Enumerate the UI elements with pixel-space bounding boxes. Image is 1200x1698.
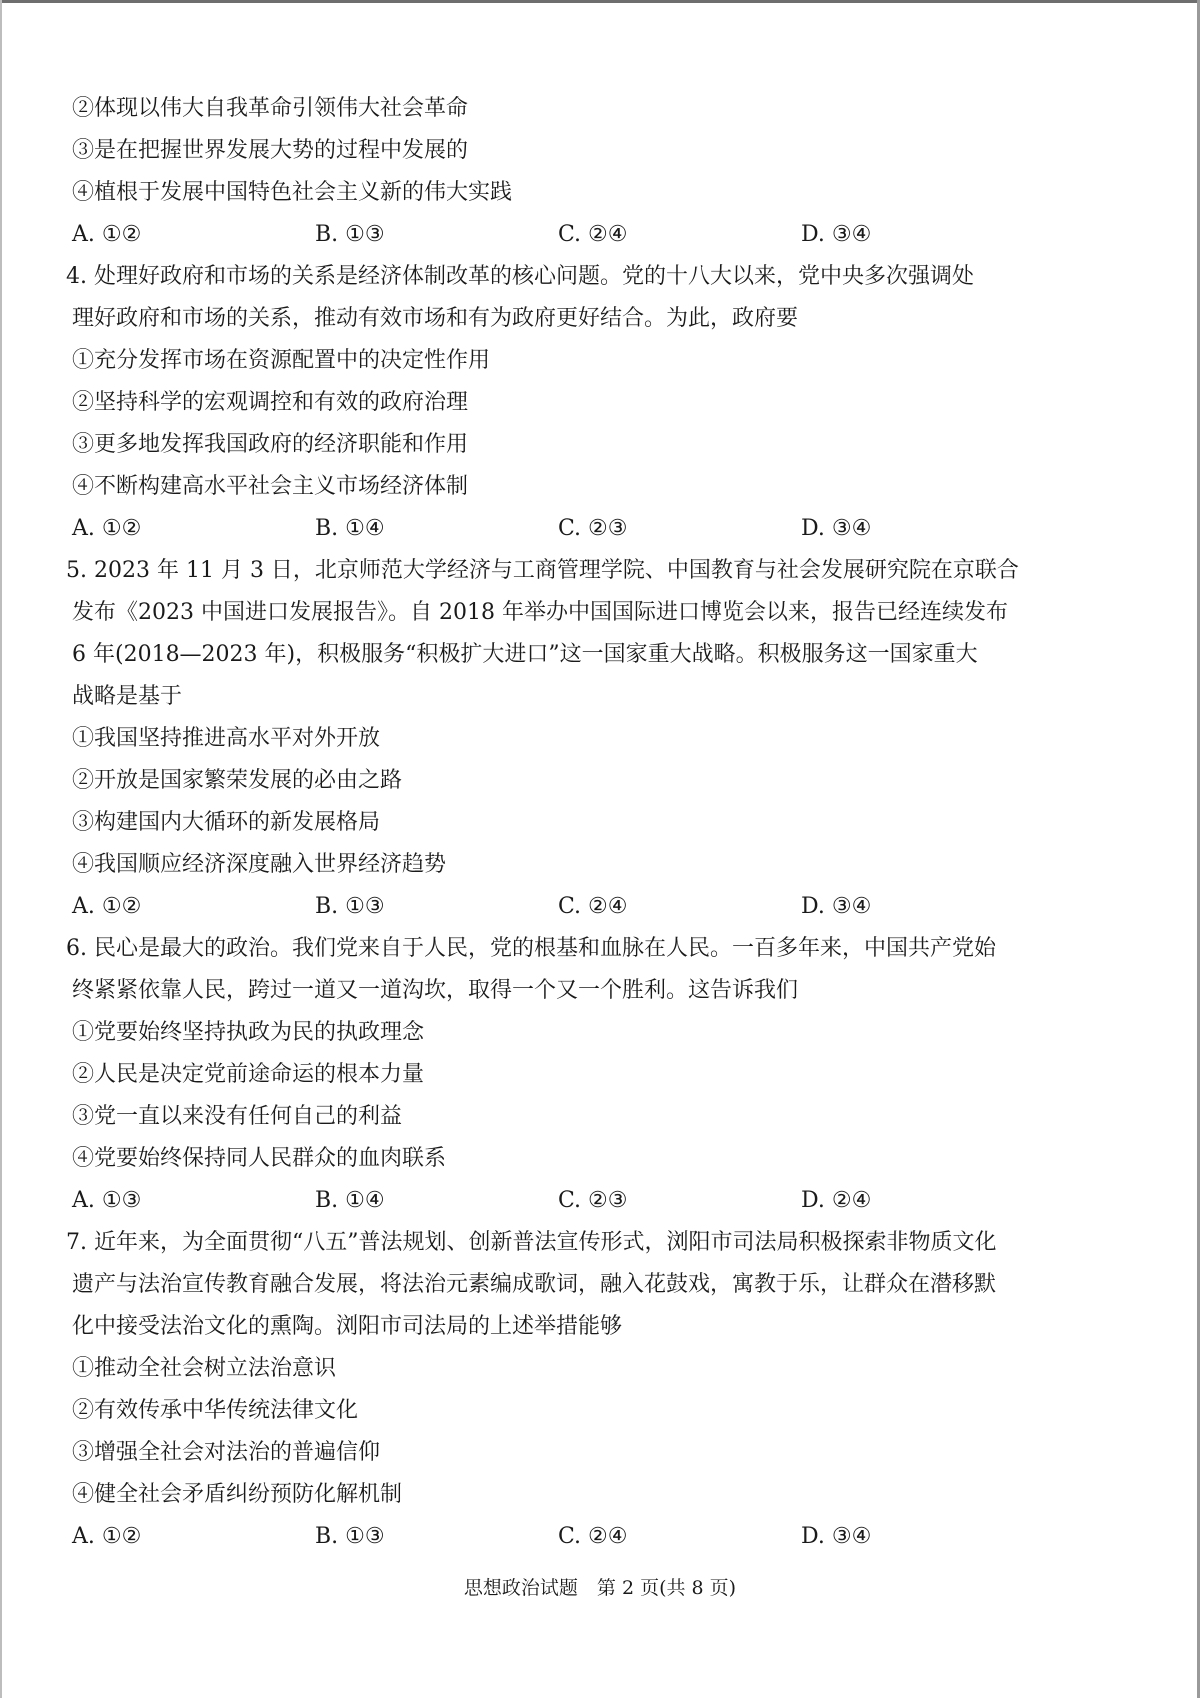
q5-choices xyxy=(66,886,1056,928)
q4-option-3: ③更多地发挥我国政府的经济职能和作用 xyxy=(72,432,469,457)
q4-option-4: ④不断构建高水平社会主义市场经济体制 xyxy=(72,474,469,499)
q5-choice-d: D. ③④ xyxy=(801,894,872,919)
q6-option-3: ③党一直以来没有任何自己的利益 xyxy=(72,1104,403,1129)
q3-option-4: ④植根于发展中国特色社会主义新的伟大实践 xyxy=(72,180,513,205)
q4-stem-line: 理好政府和市场的关系，推动有效市场和有为政府更好结合。为此，政府要 xyxy=(72,306,799,331)
q5-choice-a: A. ①② xyxy=(72,894,142,919)
q5-choice-c: C. ②④ xyxy=(558,894,628,919)
q7-choice-c: C. ②④ xyxy=(558,1524,628,1549)
q7-choice-d: D. ③④ xyxy=(801,1524,872,1549)
q6-option-2: ②人民是决定党前途命运的根本力量 xyxy=(72,1062,425,1087)
q7-choice-a: A. ①② xyxy=(72,1524,142,1549)
q3-choice-c: C. ②④ xyxy=(558,222,628,247)
q4-choice-d: D. ③④ xyxy=(801,516,872,541)
q7-option-2: ②有效传承中华传统法律文化 xyxy=(72,1398,359,1423)
q6-choices xyxy=(66,1180,1056,1222)
question-6 xyxy=(66,928,1056,1222)
q4-choices xyxy=(66,508,1056,550)
q4-option-1: ①充分发挥市场在资源配置中的决定性作用 xyxy=(72,348,491,373)
q5-option-3: ③构建国内大循环的新发展格局 xyxy=(72,810,381,835)
q3-choice-d: D. ③④ xyxy=(801,222,872,247)
q7-stem-line: 遗产与法治宣传教育融合发展，将法治元素编成歌词，融入花鼓戏，寓教于乐，让群众在潜移默 xyxy=(72,1272,997,1297)
q4-choice-a: A. ①② xyxy=(72,516,142,541)
q4-choice-c: C. ②③ xyxy=(558,516,628,541)
question-7 xyxy=(66,1222,1056,1558)
q6-choice-b: B. ①④ xyxy=(315,1188,385,1213)
exam-page xyxy=(66,88,1056,1558)
scan-edge-top xyxy=(0,0,1200,3)
q6-choice-d: D. ②④ xyxy=(801,1188,872,1213)
question-5 xyxy=(66,550,1056,928)
question-3 xyxy=(66,88,1056,256)
q5-option-1: ①我国坚持推进高水平对外开放 xyxy=(72,726,381,751)
q5-stem-line: 发布《2023 中国进口发展报告》。自 2018 年举办中国国际进口博览会以来，报告已经连续发布 xyxy=(72,600,1008,625)
question-4 xyxy=(66,256,1056,550)
q3-choice-b: B. ①③ xyxy=(315,222,385,247)
q7-option-4: ④健全社会矛盾纠纷预防化解机制 xyxy=(72,1482,403,1507)
q4-stem-line: 4. 处理好政府和市场的关系是经济体制改革的核心问题。党的十八大以来，党中央多次强调处 xyxy=(66,264,974,289)
q7-choices xyxy=(66,1516,1056,1558)
page-footer: 思想政治试题 第 2 页(共 8 页) xyxy=(463,1577,737,1599)
q3-option-3: ③是在把握世界发展大势的过程中发展的 xyxy=(72,138,469,163)
q5-option-2: ②开放是国家繁荣发展的必由之路 xyxy=(72,768,403,793)
q5-stem-line: 6 年(2018—2023 年)，积极服务“积极扩大进口”这一国家重大战略。积极服务这一国家重大 xyxy=(72,642,978,667)
q3-choice-a: A. ①② xyxy=(72,222,142,247)
q7-option-3: ③增强全社会对法治的普遍信仰 xyxy=(72,1440,381,1465)
q6-stem-line: 6. 民心是最大的政治。我们党来自于人民，党的根基和血脉在人民。一百多年来，中国共产党始 xyxy=(66,936,996,961)
q7-stem-line: 7. 近年来，为全面贯彻“八五”普法规划、创新普法宣传形式，浏阳市司法局积极探索非物质文化 xyxy=(66,1230,997,1255)
q7-stem-line: 化中接受法治文化的熏陶。浏阳市司法局的上述举措能够 xyxy=(72,1314,623,1339)
scan-edge-left xyxy=(0,0,2,1698)
q5-choice-b: B. ①③ xyxy=(315,894,385,919)
q6-option-1: ①党要始终坚持执政为民的执政理念 xyxy=(72,1020,425,1045)
q6-choice-a: A. ①③ xyxy=(72,1188,142,1213)
q5-option-4: ④我国顺应经济深度融入世界经济趋势 xyxy=(72,852,447,877)
q3-option-2: ②体现以伟大自我革命引领伟大社会革命 xyxy=(72,96,469,121)
q6-choice-c: C. ②③ xyxy=(558,1188,628,1213)
q7-choice-b: B. ①③ xyxy=(315,1524,385,1549)
q4-choice-b: B. ①④ xyxy=(315,516,385,541)
q3-choices xyxy=(66,214,1056,256)
q4-option-2: ②坚持科学的宏观调控和有效的政府治理 xyxy=(72,390,469,415)
q5-stem-line: 战略是基于 xyxy=(72,684,183,709)
q6-option-4: ④党要始终保持同人民群众的血肉联系 xyxy=(72,1146,447,1171)
q6-stem-line: 终紧紧依靠人民，跨过一道又一道沟坎，取得一个又一个胜利。这告诉我们 xyxy=(72,978,799,1003)
q5-stem-line: 5. 2023 年 11 月 3 日，北京师范大学经济与工商管理学院、中国教育与社会发展研究院在京联合 xyxy=(66,558,1019,583)
q7-option-1: ①推动全社会树立法治意识 xyxy=(72,1356,337,1381)
